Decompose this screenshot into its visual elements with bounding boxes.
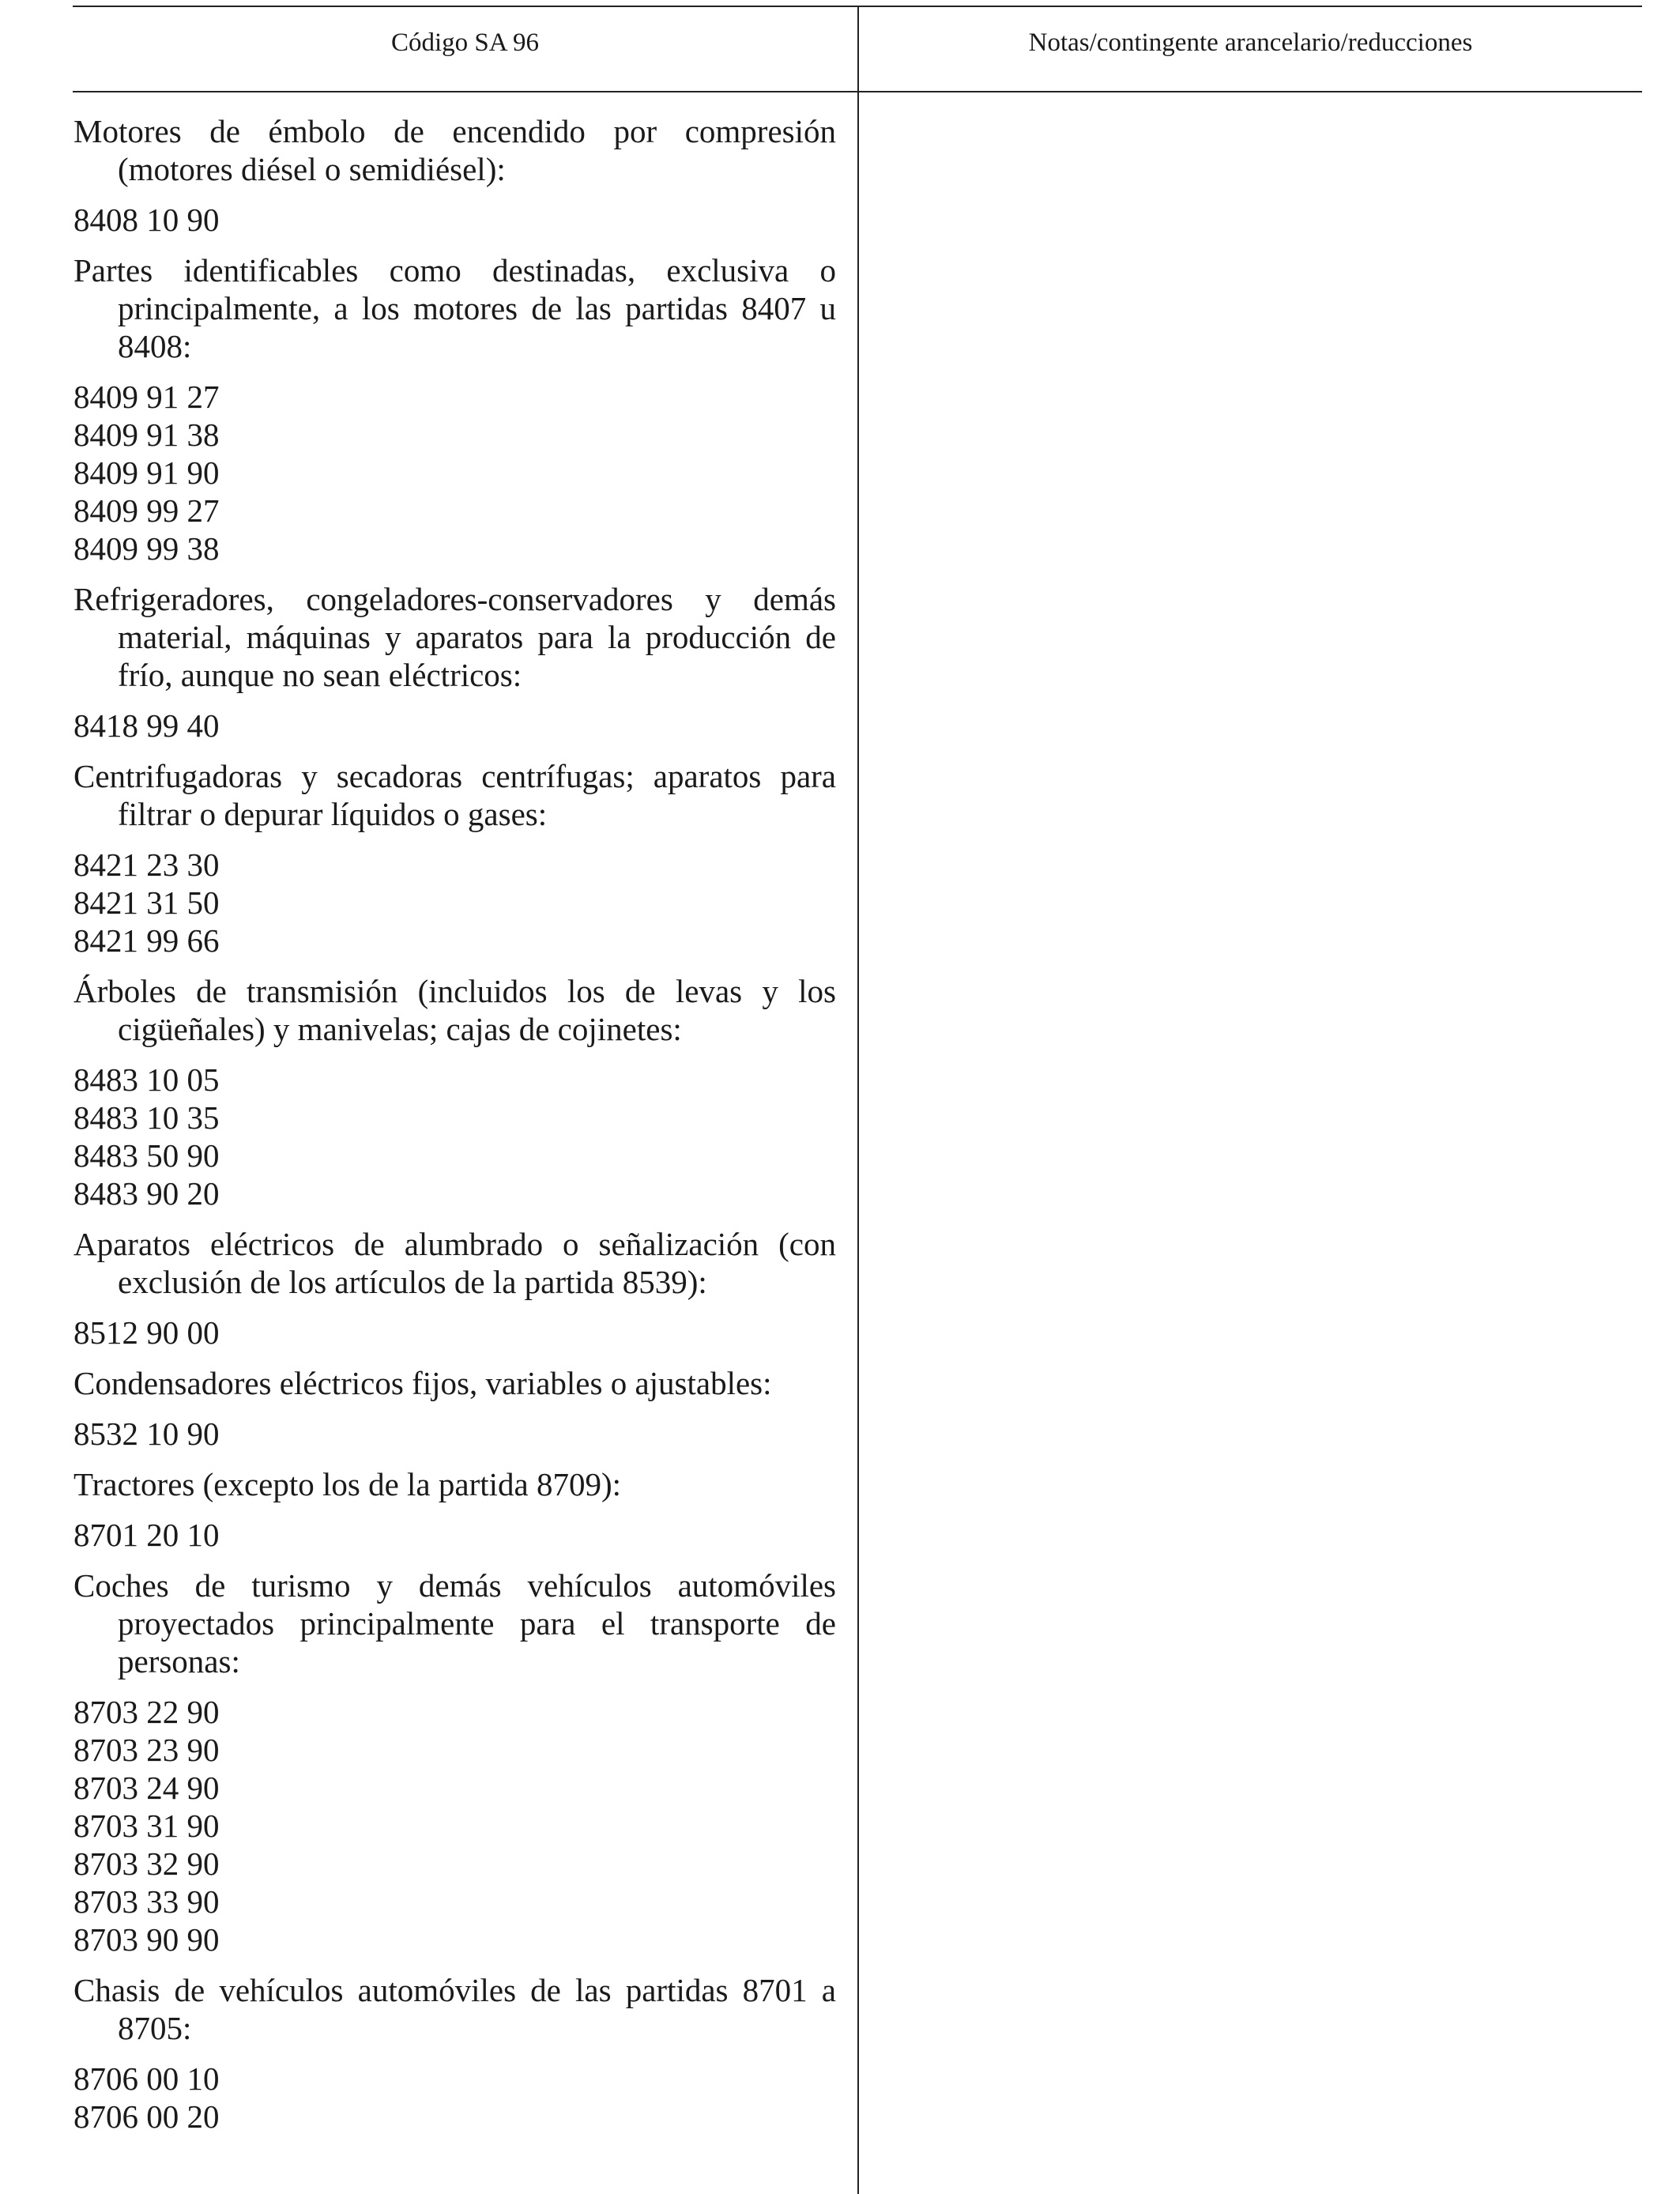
hs-code: 8409 99 27 (73, 492, 220, 529)
hs-code: 8703 23 90 (73, 1732, 220, 1768)
group-description: Motores de émbolo de encendido por compresión (motores diésel o semidiésel): (73, 113, 836, 187)
group-description: Refrigeradores, congeladores-conservadores y demás material, máquinas y aparatos para la producción de frío, aunque no sean eléctricos: (73, 581, 836, 693)
column-divider (857, 6, 859, 2194)
hs-code: 8421 99 66 (73, 922, 220, 959)
group-description: Condensadores eléctricos fijos, variables o ajustables: (73, 1365, 772, 1401)
code-list (73, 1061, 836, 1212)
hs-code: 8703 31 90 (73, 1808, 220, 1844)
hs-code: 8703 24 90 (73, 1770, 220, 1806)
hs-code: 8706 00 20 (73, 2098, 220, 2135)
hs-code: 8512 90 00 (73, 1314, 220, 1351)
hs-code: 8706 00 10 (73, 2060, 220, 2097)
tariff-group (73, 757, 836, 959)
header-notes-column: Notas/contingente arancelario/reducciones (1028, 28, 1473, 57)
group-description: Árboles de transmisión (incluidos los de levas y los cigüeñales) y manivelas; cajas de cojinetes: (73, 973, 836, 1047)
hs-code: 8703 22 90 (73, 1694, 220, 1730)
code-list (73, 1415, 836, 1453)
hs-code: 8703 90 90 (73, 1921, 220, 1958)
group-description: Aparatos eléctricos de alumbrado o señalización (con exclusión de los artículos de la partida 8539): (73, 1226, 836, 1300)
group-description: Chasis de vehículos automóviles de las partidas 8701 a 8705: (73, 1972, 836, 2046)
code-list (73, 1314, 836, 1351)
code-list (73, 201, 836, 239)
hs-code: 8418 99 40 (73, 707, 220, 744)
header-code-column: Código SA 96 (390, 28, 540, 57)
hs-code: 8483 90 20 (73, 1175, 220, 1212)
tariff-group (73, 251, 836, 567)
tariff-group (73, 1465, 836, 1554)
code-list (73, 378, 836, 567)
hs-code: 8483 10 05 (73, 1061, 220, 1098)
code-list (73, 846, 836, 959)
code-column (73, 112, 836, 2148)
group-description: Partes identificables como destinadas, exclusiva o principalmente, a los motores de las partidas 8407 u 8408: (73, 252, 836, 364)
code-list (73, 707, 836, 745)
tariff-group (73, 1566, 836, 1958)
group-description: Centrifugadoras y secadoras centrífugas; aparatos para filtrar o depurar líquidos o gases: (73, 758, 836, 832)
hs-code: 8483 10 35 (73, 1099, 220, 1136)
hs-code: 8421 31 50 (73, 884, 220, 921)
hs-code: 8421 23 30 (73, 846, 220, 883)
hs-code: 8409 99 38 (73, 530, 220, 567)
hs-code: 8703 33 90 (73, 1883, 220, 1920)
code-list (73, 1693, 836, 1958)
code-list (73, 1516, 836, 1554)
hs-code: 8409 91 27 (73, 379, 220, 415)
code-list (73, 2060, 836, 2136)
hs-code: 8408 10 90 (73, 202, 220, 238)
tariff-group (73, 1225, 836, 1351)
tariff-group (73, 972, 836, 1212)
hs-code: 8409 91 38 (73, 417, 220, 453)
hs-code: 8703 32 90 (73, 1845, 220, 1882)
tariff-group (73, 112, 836, 239)
hs-code: 8532 10 90 (73, 1416, 220, 1452)
tariff-group (73, 1971, 836, 2136)
hs-code: 8483 50 90 (73, 1137, 220, 1174)
hs-code: 8409 91 90 (73, 454, 220, 491)
tariff-group (73, 580, 836, 745)
group-description: Coches de turismo y demás vehículos automóviles proyectados principalmente para el transporte de personas: (73, 1567, 836, 1679)
hs-code: 8701 20 10 (73, 1517, 220, 1553)
group-description: Tractores (excepto los de la partida 8709): (73, 1466, 621, 1502)
tariff-group (73, 1364, 836, 1453)
